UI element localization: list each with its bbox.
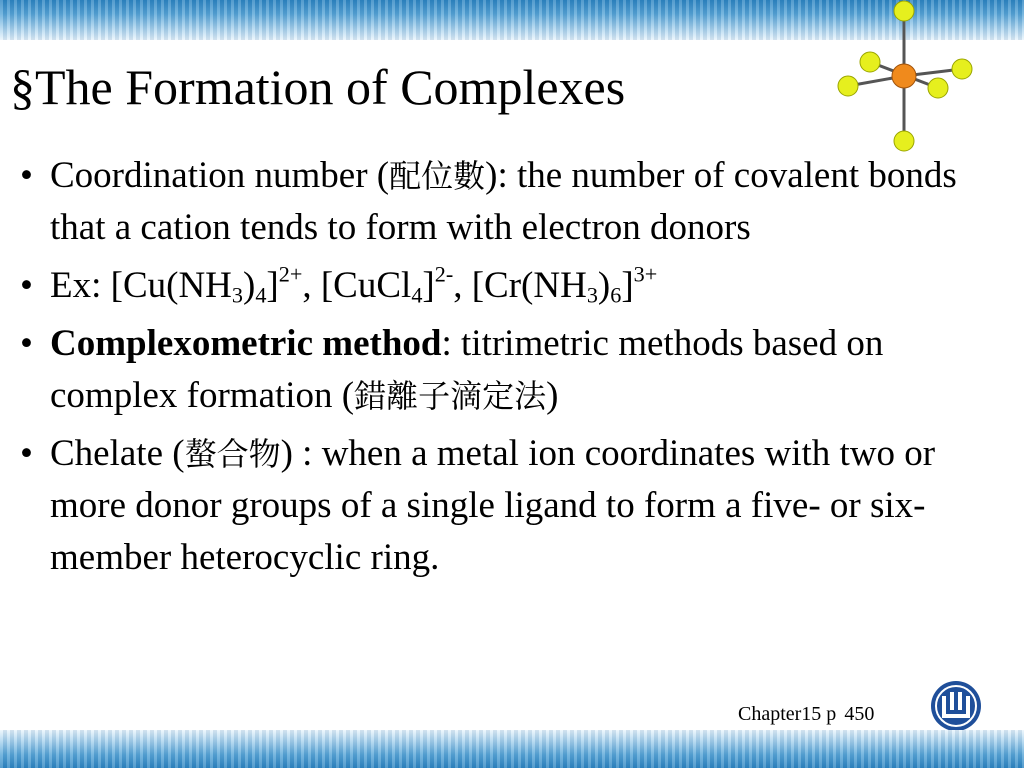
bullet-text: Coordination number ( (50, 155, 390, 196)
bullet-list (20, 150, 1010, 590)
chinese-term: 螯合物 (184, 435, 281, 473)
bullet-chelate: • Chelate (螯合物) : when a metal ion coordinates with two or more donor groups of a single ligand to form a five- or six-member heterocyclic ring. (20, 433, 936, 578)
formula-cu-nh3: $[Cu(NH_3)_4]^{2+}$ (110, 261, 303, 308)
bullet-text: : titrimetric methods based on complex formation ( (50, 323, 884, 416)
university-logo-icon (930, 680, 982, 732)
examples-prefix: Ex: (50, 265, 111, 306)
bullet-coordination-number: • Coordination number (配位數): the number of covalent bonds that a cation tends to form with electron donors (20, 155, 957, 248)
chinese-term: 錯離子滴定法 (354, 377, 547, 415)
section-mark: § (10, 59, 35, 115)
bullet-text: ): the number of covalent bonds that a cation tends to form with electron donors (50, 155, 957, 248)
slide-title (10, 56, 625, 118)
title-text: The Formation of Complexes (35, 59, 626, 115)
bottom-decorative-band (0, 730, 1024, 768)
page-number: 450 (844, 703, 875, 725)
bullet-text: ) (546, 375, 559, 416)
bold-term: Complexometric method (50, 323, 442, 364)
formula-cr-nh3: $[Cr(NH_3)_6]^{3+}$ (471, 261, 658, 308)
bullet-examples: • Ex: $[Cu(NH_3)_4]^{2+}$, [CuCl$_4$]$^{2-}$, $[Cr(NH_3)_6]^{3+}$ (20, 261, 658, 308)
chinese-term: 配位數 (389, 157, 486, 195)
formula-cucl4: [CuCl$_4$]$^{2-}$ (320, 261, 454, 308)
bullet-text: ) : when a metal ion coordinates with two or more donor groups of a single ligand to form a five- or six-member heterocyclic ring. (50, 433, 936, 578)
octahedral-complex-icon (826, 0, 986, 160)
bullet-text: Chelate ( (50, 433, 185, 474)
bullet-complexometric-method: • Complexometric method: titrimetric methods based on complex formation (錯離子滴定法) (20, 323, 884, 416)
chapter-label: Chapter15 p (738, 703, 837, 725)
slide-footer (738, 703, 874, 726)
